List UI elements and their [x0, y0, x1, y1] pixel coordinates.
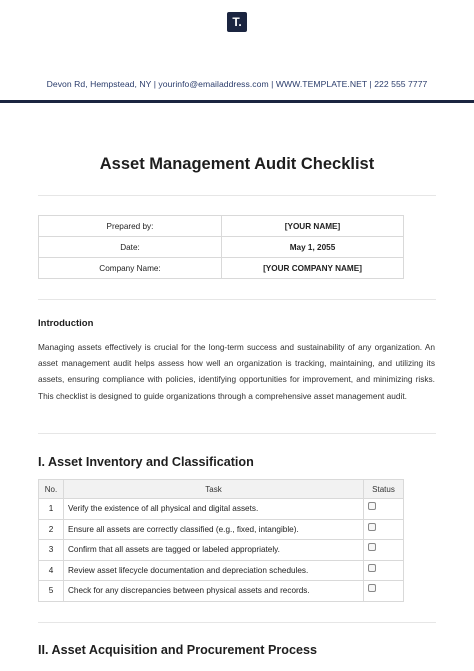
info-value: [YOUR COMPANY NAME]	[222, 258, 404, 279]
status-cell	[364, 540, 404, 561]
info-row-prepared-by	[39, 216, 404, 237]
introduction-heading: Introduction	[38, 318, 94, 329]
info-value: [YOUR NAME]	[222, 216, 404, 237]
info-table	[38, 215, 404, 279]
header-divider	[0, 100, 474, 103]
section-divider	[38, 433, 436, 434]
status-checkbox[interactable]	[368, 523, 376, 531]
table-row	[39, 560, 404, 581]
row-task: Verify the existence of all physical and digital assets.	[64, 499, 364, 520]
brand-logo-icon: T.	[227, 12, 247, 32]
column-header-task: Task	[64, 480, 364, 499]
row-task: Ensure all assets are correctly classified (e.g., fixed, intangible).	[64, 519, 364, 540]
status-checkbox[interactable]	[368, 564, 376, 572]
column-header-status: Status	[364, 480, 404, 499]
row-number: 4	[39, 560, 64, 581]
table-row	[39, 540, 404, 561]
row-number: 5	[39, 581, 64, 602]
introduction-text: Managing assets effectively is crucial for the long-term success and sustainability of any organization. An asset management audit helps assess how well an organization is tracking, maintaining, and utilizing its assets, ensuring compliance with policies, identifying opportunities for improvement, and minimizing risks. This checklist is designed to guide organizations through a comprehensive asset management audit.	[38, 342, 435, 401]
status-checkbox[interactable]	[368, 502, 376, 510]
info-label: Company Name:	[39, 258, 222, 279]
status-cell	[364, 560, 404, 581]
status-cell	[364, 519, 404, 540]
info-label: Prepared by:	[39, 216, 222, 237]
section-heading-inventory: I. Asset Inventory and Classification	[38, 455, 254, 469]
status-cell	[364, 581, 404, 602]
column-header-no: No.	[39, 480, 64, 499]
contact-line: Devon Rd, Hempstead, NY | yourinfo@emailaddress.com | WWW.TEMPLATE.NET | 222 555 7777	[46, 79, 428, 89]
document-title: Asset Management Audit Checklist	[99, 155, 375, 173]
table-header-row	[39, 480, 404, 499]
info-value: May 1, 2055	[222, 237, 404, 258]
inventory-checklist-table	[38, 479, 404, 602]
row-number: 1	[39, 499, 64, 520]
info-label: Date:	[39, 237, 222, 258]
table-row	[39, 519, 404, 540]
row-task: Confirm that all assets are tagged or labeled appropriately.	[64, 540, 364, 561]
row-number: 3	[39, 540, 64, 561]
row-number: 2	[39, 519, 64, 540]
status-checkbox[interactable]	[368, 584, 376, 592]
title-divider	[38, 195, 436, 196]
status-checkbox[interactable]	[368, 543, 376, 551]
info-row-company	[39, 258, 404, 279]
status-cell	[364, 499, 404, 520]
info-row-date	[39, 237, 404, 258]
table-row	[39, 581, 404, 602]
section-divider	[38, 622, 436, 623]
row-task: Review asset lifecycle documentation and depreciation schedules.	[64, 560, 364, 581]
section-divider	[38, 299, 436, 300]
table-row	[39, 499, 404, 520]
section-heading-acquisition: II. Asset Acquisition and Procurement Process	[38, 643, 318, 657]
row-task: Check for any discrepancies between physical assets and records.	[64, 581, 364, 602]
